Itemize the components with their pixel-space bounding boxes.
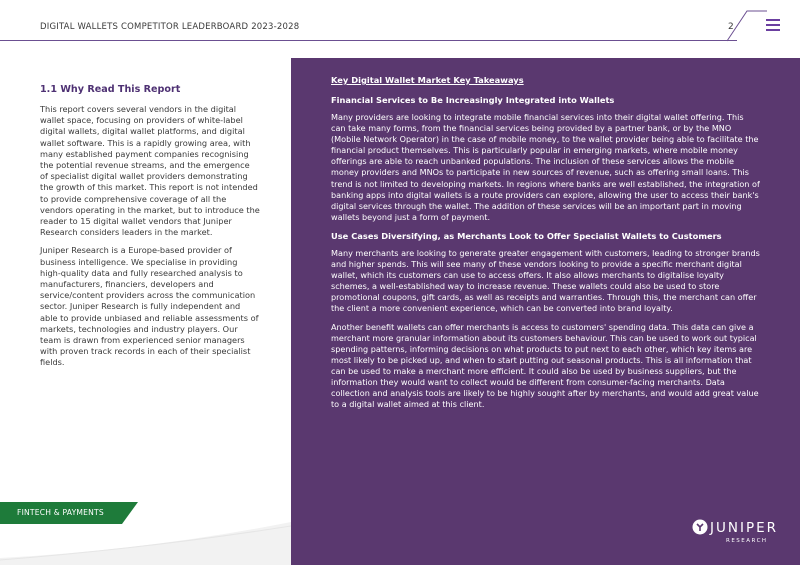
juniper-logo xyxy=(692,519,784,547)
takeaway-heading-use-cases: Use Cases Diversifying, as Merchants Look to Offer Specialist Wallets to Customers xyxy=(331,230,722,241)
about-paragraph: Juniper Research is a Europe-based provider of business intelligence. We specialise in providing high-quality data and fully researched analysis to manufacturers, financiers, developers and service/content providers across the communication sector. Juniper Research is fully independent and able to provide unbiased and reliable assessments of markets, technologies and industry players. Our team is drawn from experienced senior managers with proven track records in each of their specialist fields. xyxy=(40,245,259,368)
page-header xyxy=(0,0,800,41)
footer-swoosh-decoration xyxy=(0,520,291,565)
report-title: DIGITAL WALLETS COMPETITOR LEADERBOARD 2023-2028 xyxy=(40,22,300,32)
intro-paragraph: This report covers several vendors in the digital wallet space, focusing on providers of white-label digital wallets, digital wallet platforms, and digital wallet software. This is a rapidly growing area, with many established payment companies recognising the potential revenue streams, and the emergence of specialist digital wallet providers demonstrating the growth of this market. This report is not intended to provide comprehensive coverage of all the vendors operating in the market, but to introduce the reader to 15 digital wallet vendors that Juniper Research considers leaders in the market. xyxy=(40,104,260,238)
takeaways-title: Key Digital Wallet Market Key Takeaways xyxy=(331,75,524,85)
key-takeaways-panel xyxy=(291,58,800,565)
juniper-logo-icon xyxy=(692,519,708,535)
logo-subtext: RESEARCH xyxy=(726,538,768,544)
page-number: 2 xyxy=(728,22,734,32)
footer-category-tab xyxy=(0,502,140,524)
header-divider xyxy=(0,40,737,41)
takeaway-heading-financial-services: Financial Services to Be Increasingly Integrated into Wallets xyxy=(331,95,615,105)
section-heading: 1.1 Why Read This Report xyxy=(40,84,181,95)
takeaway-paragraph: Many merchants are looking to generate greater engagement with customers, leading to stronger brands and higher spends. This will see many of these vendors looking to provide a specific merchant digital wallet, which its customers can use to access offers. It also allows merchants to digitalise loyalty schemes, a well-established way to increase revenue. These wallets could also be used to store promotional coupons, gift cards, as well as receipts and warranties. Through this, the merchant can offer the client a more convenient experience, which can be converted into brand loyalty. xyxy=(331,247,760,314)
logo-wordmark: JUNIPER xyxy=(710,520,778,536)
takeaway-paragraph: Many providers are looking to integrate mobile financial services into their digital wallet offering. This can take many forms, from the financial services being provided by a partner bank, or by the MNO (Mobile Network Operator) in the case of mobile money, to the wallet provider being able to facilitate the financial product themselves. This is particularly popular in emerging markets, where mobile money offerings are able to reach unbanked populations. The inclusion of these services allows the mobile money providers and MNOs to participate in new sources of revenue, such as offering small loans. This trend is not limited to developing markets. In regions where banks are well established, the integration of banking apps into digital wallets is a route providers can explore, allowing the user to access their bank's digital services through the wallet. The addition of these services will be an important part in moving wallets beyond just a form of payment. xyxy=(331,112,760,222)
why-read-section xyxy=(40,84,260,376)
footer-category-label: FINTECH & PAYMENTS xyxy=(17,508,104,517)
takeaway-paragraph: Another benefit wallets can offer merchants is access to customers' spending data. This data can give a merchant more granular information about its customers behaviour. This can be used to work out typical spending patterns, informing decisions on what products to put next to each other, which key items are most likely to be picked up, and when to start putting out seasonal products. This is all information that can be used to make a merchant more efficient. It could also be used by business suppliers, but the information they would want to collect would be different from consumer-facing merchants. Data collection and analysis tools are likely to be highly sought after by merchants, and would add great value to a digital wallet aimed at this client. xyxy=(331,321,759,410)
hamburger-menu-icon[interactable] xyxy=(766,19,780,31)
header-corner-decoration xyxy=(727,10,767,42)
